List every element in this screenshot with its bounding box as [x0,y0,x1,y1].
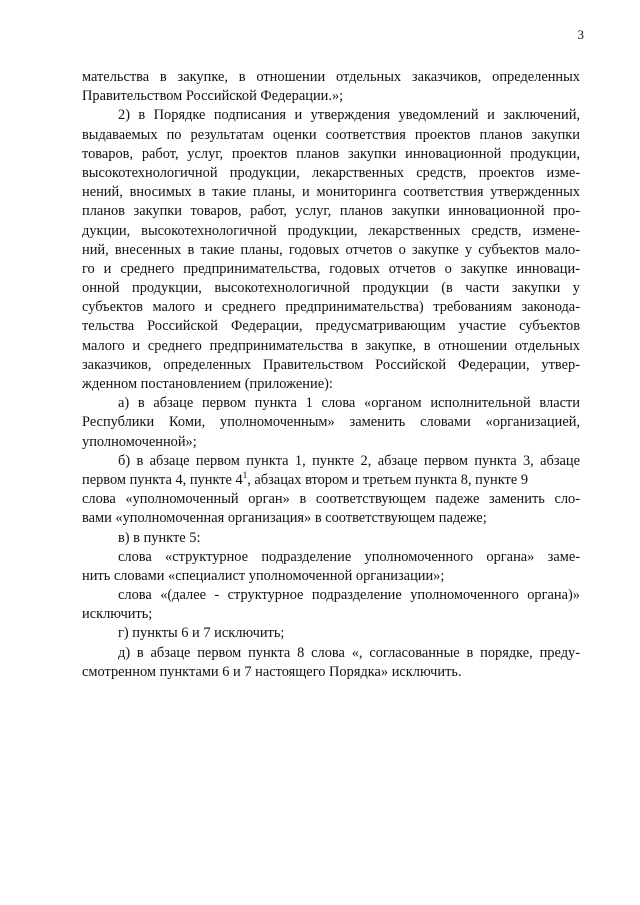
text-line: б) в абзаце первом пункта 1, пункте 2, абзаце первом пункта 3, абзаце [118,452,580,469]
text-line: малого и среднего предпринимательства в закупке, в отношении отдельных [82,337,580,354]
text-line: Республики Коми, уполномоченным» заменить словами «организацией, [82,414,580,431]
text-line: нений, вносимых в такие планы, и мониторинга соответствия утвержденных [82,184,580,201]
text-line: выдаваемых по результатам оценки соответствия проектов планов закупки [82,126,580,143]
text-fragment: первом пункта 4, пункте 4 [82,471,243,488]
text-line: го и среднего предпринимательства, годовых отчетов о закупке инноваци- [82,260,580,277]
text-line: ний, внесенных в такие планы, годовых отчетов о закупке у субъектов мало- [82,241,580,258]
text-line: товаров, работ, услуг, проектов планов закупки инновационной продукции, [82,145,580,162]
text-line: субъектов малого и среднего предпринимательства) требованиям законода- [82,299,580,316]
text-line: жденном постановлением (приложение): [82,376,333,392]
text-line: высокотехнологичной продукции, лекарственных средств, проектов изме- [82,164,580,181]
text-line: онной продукции, высокотехнологичной продукции (в части закупки у [82,280,580,297]
text-line: уполномоченной»; [82,433,197,450]
text-line: планов закупки товаров, работ, услуг, планов закупки инновационной про- [82,203,580,220]
text-line: смотренном пунктами 6 и 7 настоящего Порядка» исключить. [82,663,462,680]
text-line: слова «уполномоченный орган» в соответствующем падеже заменить сло- [82,491,580,508]
text-line: вами «уполномоченная организация» в соответствующем падеже; [82,510,487,527]
text-fragment: , абзацах втором и третьем пункта 8, пункте 9 [247,471,529,488]
text-line: тельства Российской Федерации, предусматривающим участие субъектов [82,318,580,335]
text-line: нить словами «специалист уполномоченной организации»; [82,567,445,584]
text-line: слова «структурное подразделение уполномоченного органа» заме- [118,548,580,565]
text-line: исключить; [82,606,153,623]
body-text [82,68,580,682]
page-number: 3 [577,27,584,42]
text-line-with-superscript [82,471,580,490]
superscript: 1 [242,469,248,480]
text-line: Правительством Российской Федерации.»; [82,88,344,105]
text-line: мательства в закупке, в отношении отдельных заказчиков, определенных [82,69,580,85]
text-line: дукции, высокотехнологичной продукции, лекарственных средств, измене- [82,222,580,239]
text-line: а) в абзаце первом пункта 1 слова «органом исполнительной власти [118,395,580,412]
text-line: в) в пункте 5: [118,529,201,546]
text-line: слова «(далее - структурное подразделение уполномоченного органа)» [118,587,580,604]
text-line: д) в абзаце первом пункта 8 слова «, согласованные в порядке, преду- [118,644,580,661]
text-line: г) пункты 6 и 7 исключить; [118,625,285,642]
text-line: заказчиков, определенных Правительством Российской Федерации, утвер- [82,356,580,373]
text-line: 2) в Порядке подписания и утверждения уведомлений и заключений, [118,107,580,124]
